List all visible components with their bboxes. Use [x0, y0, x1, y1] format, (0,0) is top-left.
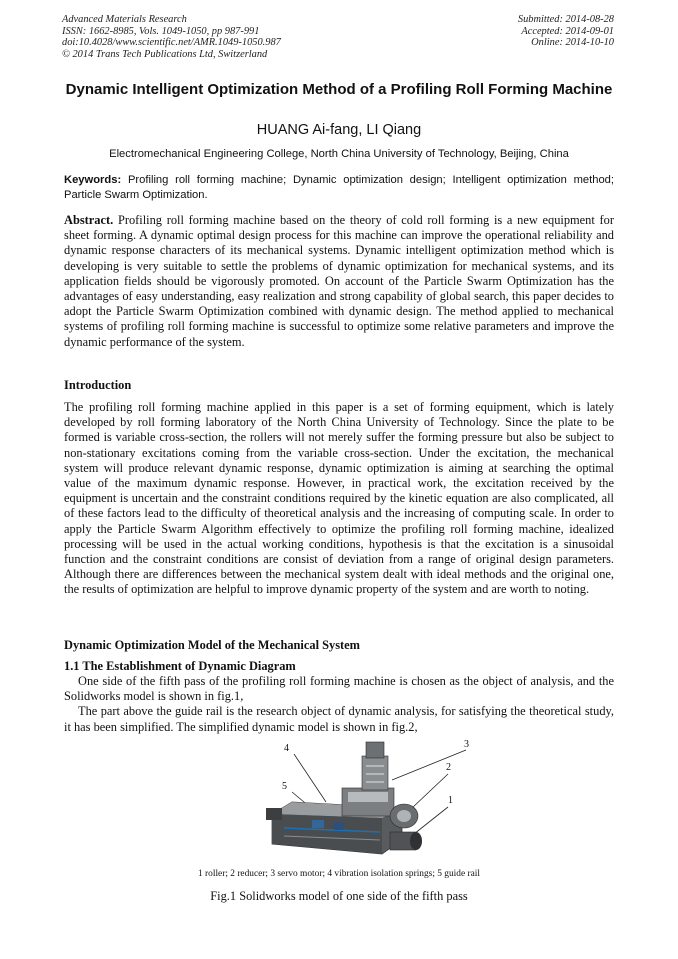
keywords-text: Profiling roll forming machine; Dynamic optimization design; Intelligent optimization method; Particle Swarm Optimization.: [64, 174, 614, 201]
journal-info: [62, 14, 281, 60]
machine-illustration: [266, 742, 422, 854]
abstract-text: Profiling roll forming machine based on the theory of cold roll forming is a new equipment for sheet forming. A dynamic optimal design process for this machine can improve the operational reliability and dynamic response characters of its mechanical systems. Dynamic intelligent optimization method which is developing is very suitable to settle the problems of dynamic optimization for mechanical systems, and its application fields should be vigorously promoted. On account of the Particle Swarm Optimization has the advantages of easy understanding, easy realization and strong capability of global search, this paper decides to adopt the Particle Swarm Optimization combined with dynamic design. The method applied to mechanical systems of profiling roll forming machine is successful to optimize some relative parameters and improve the dynamic performance of the system.: [64, 213, 614, 349]
dates-info: [518, 14, 614, 49]
section-heading: Dynamic Optimization Model of the Mechanical System: [64, 638, 360, 652]
callout-label-2: 2: [446, 762, 451, 773]
keywords: [64, 173, 614, 202]
submitted-date: Submitted: 2014-08-28: [517, 14, 614, 25]
paragraph: The part above the guide rail is the research object of dynamic analysis, for satisfying the theoretical study, it has been simplified. The simplified dynamic model is shown in fig.2,: [64, 704, 614, 734]
introduction-heading: Introduction: [64, 378, 132, 392]
introduction-text: The profiling roll forming machine applied in this paper is a set of forming equipment, which is lately developed by roll forming laboratory of the North China University of Technology. Since the plate to be formed is variable cross-section, the rollers will not merely suffer the forming pressure but also be subject to non-stationary excitations coming from the variable cross-section. Under the excitation, the mechanical system will produce relevant dynamic response, dynamic optimization is aiming at searching the optimal value of the maximum dynamic response. However, in practical work, the excitation received by the equipment is uncertain and the constraint conditions required by the kinetic equation are also complicated, all of these factors lead to the difficulty of theoretical analysis and the increasing of computing scale. In order to apply the Particle Swarm Algorithm effectively to optimize the profiling roll forming machine, idealized processing will be used in the actual working conditions, hypothesis is that the excitation is a sinusoidal function and the constraint conditions are consist of deviation from a range of original design parameters. Although there are differences between the mechanical system dealt with ideal methods and the original one, the results of optimization are helpful to improve dynamic property of the system and are worth to noting.: [64, 400, 614, 597]
abstract: [64, 213, 614, 350]
paper-title: Dynamic Intelligent Optimization Method of a Profiling Roll Forming Machine: [65, 81, 613, 98]
accepted-date: Accepted: 2014-09-01: [521, 25, 614, 37]
callout-label-1: 1: [448, 795, 453, 806]
keywords-label: Keywords:: [64, 174, 122, 186]
journal-copyright: © 2014 Trans Tech Publications Ltd, Switzerland: [62, 48, 268, 60]
abstract-label: Abstract.: [64, 213, 114, 227]
callout-label-4: 4: [284, 743, 289, 754]
journal-issn: ISSN: 1662-8985, Vols. 1049-1050, pp 987-991: [62, 25, 260, 37]
callout-label-3: 3: [464, 739, 469, 750]
paragraph: One side of the fifth pass of the profiling roll forming machine is chosen as the object of analysis, and the Solidworks model is shown in fig.1,: [64, 674, 614, 704]
paper-authors: HUANG Ai-fang, LI Qiang: [256, 122, 422, 138]
figure-1-legend: 1 roller; 2 reducer; 3 servo motor; 4 vibration isolation springs; 5 guide rail: [198, 869, 480, 879]
callout-label-5: 5: [282, 781, 287, 792]
journal-doi[interactable]: doi:10.4028/www.scientific.net/AMR.1049-1050.987: [62, 37, 281, 49]
subsection-body: [64, 674, 614, 735]
journal-name: Advanced Materials Research: [62, 14, 187, 25]
subsection-heading: 1.1 The Establishment of Dynamic Diagram: [64, 659, 296, 673]
figure-1-solidworks-model: [252, 736, 492, 864]
figure-1-caption: Fig.1 Solidworks model of one side of the fifth pass: [210, 889, 468, 903]
online-date: Online: 2014-10-10: [531, 37, 614, 49]
paper-affiliation: Electromechanical Engineering College, North China University of Technology, Beijing, China: [109, 148, 569, 160]
